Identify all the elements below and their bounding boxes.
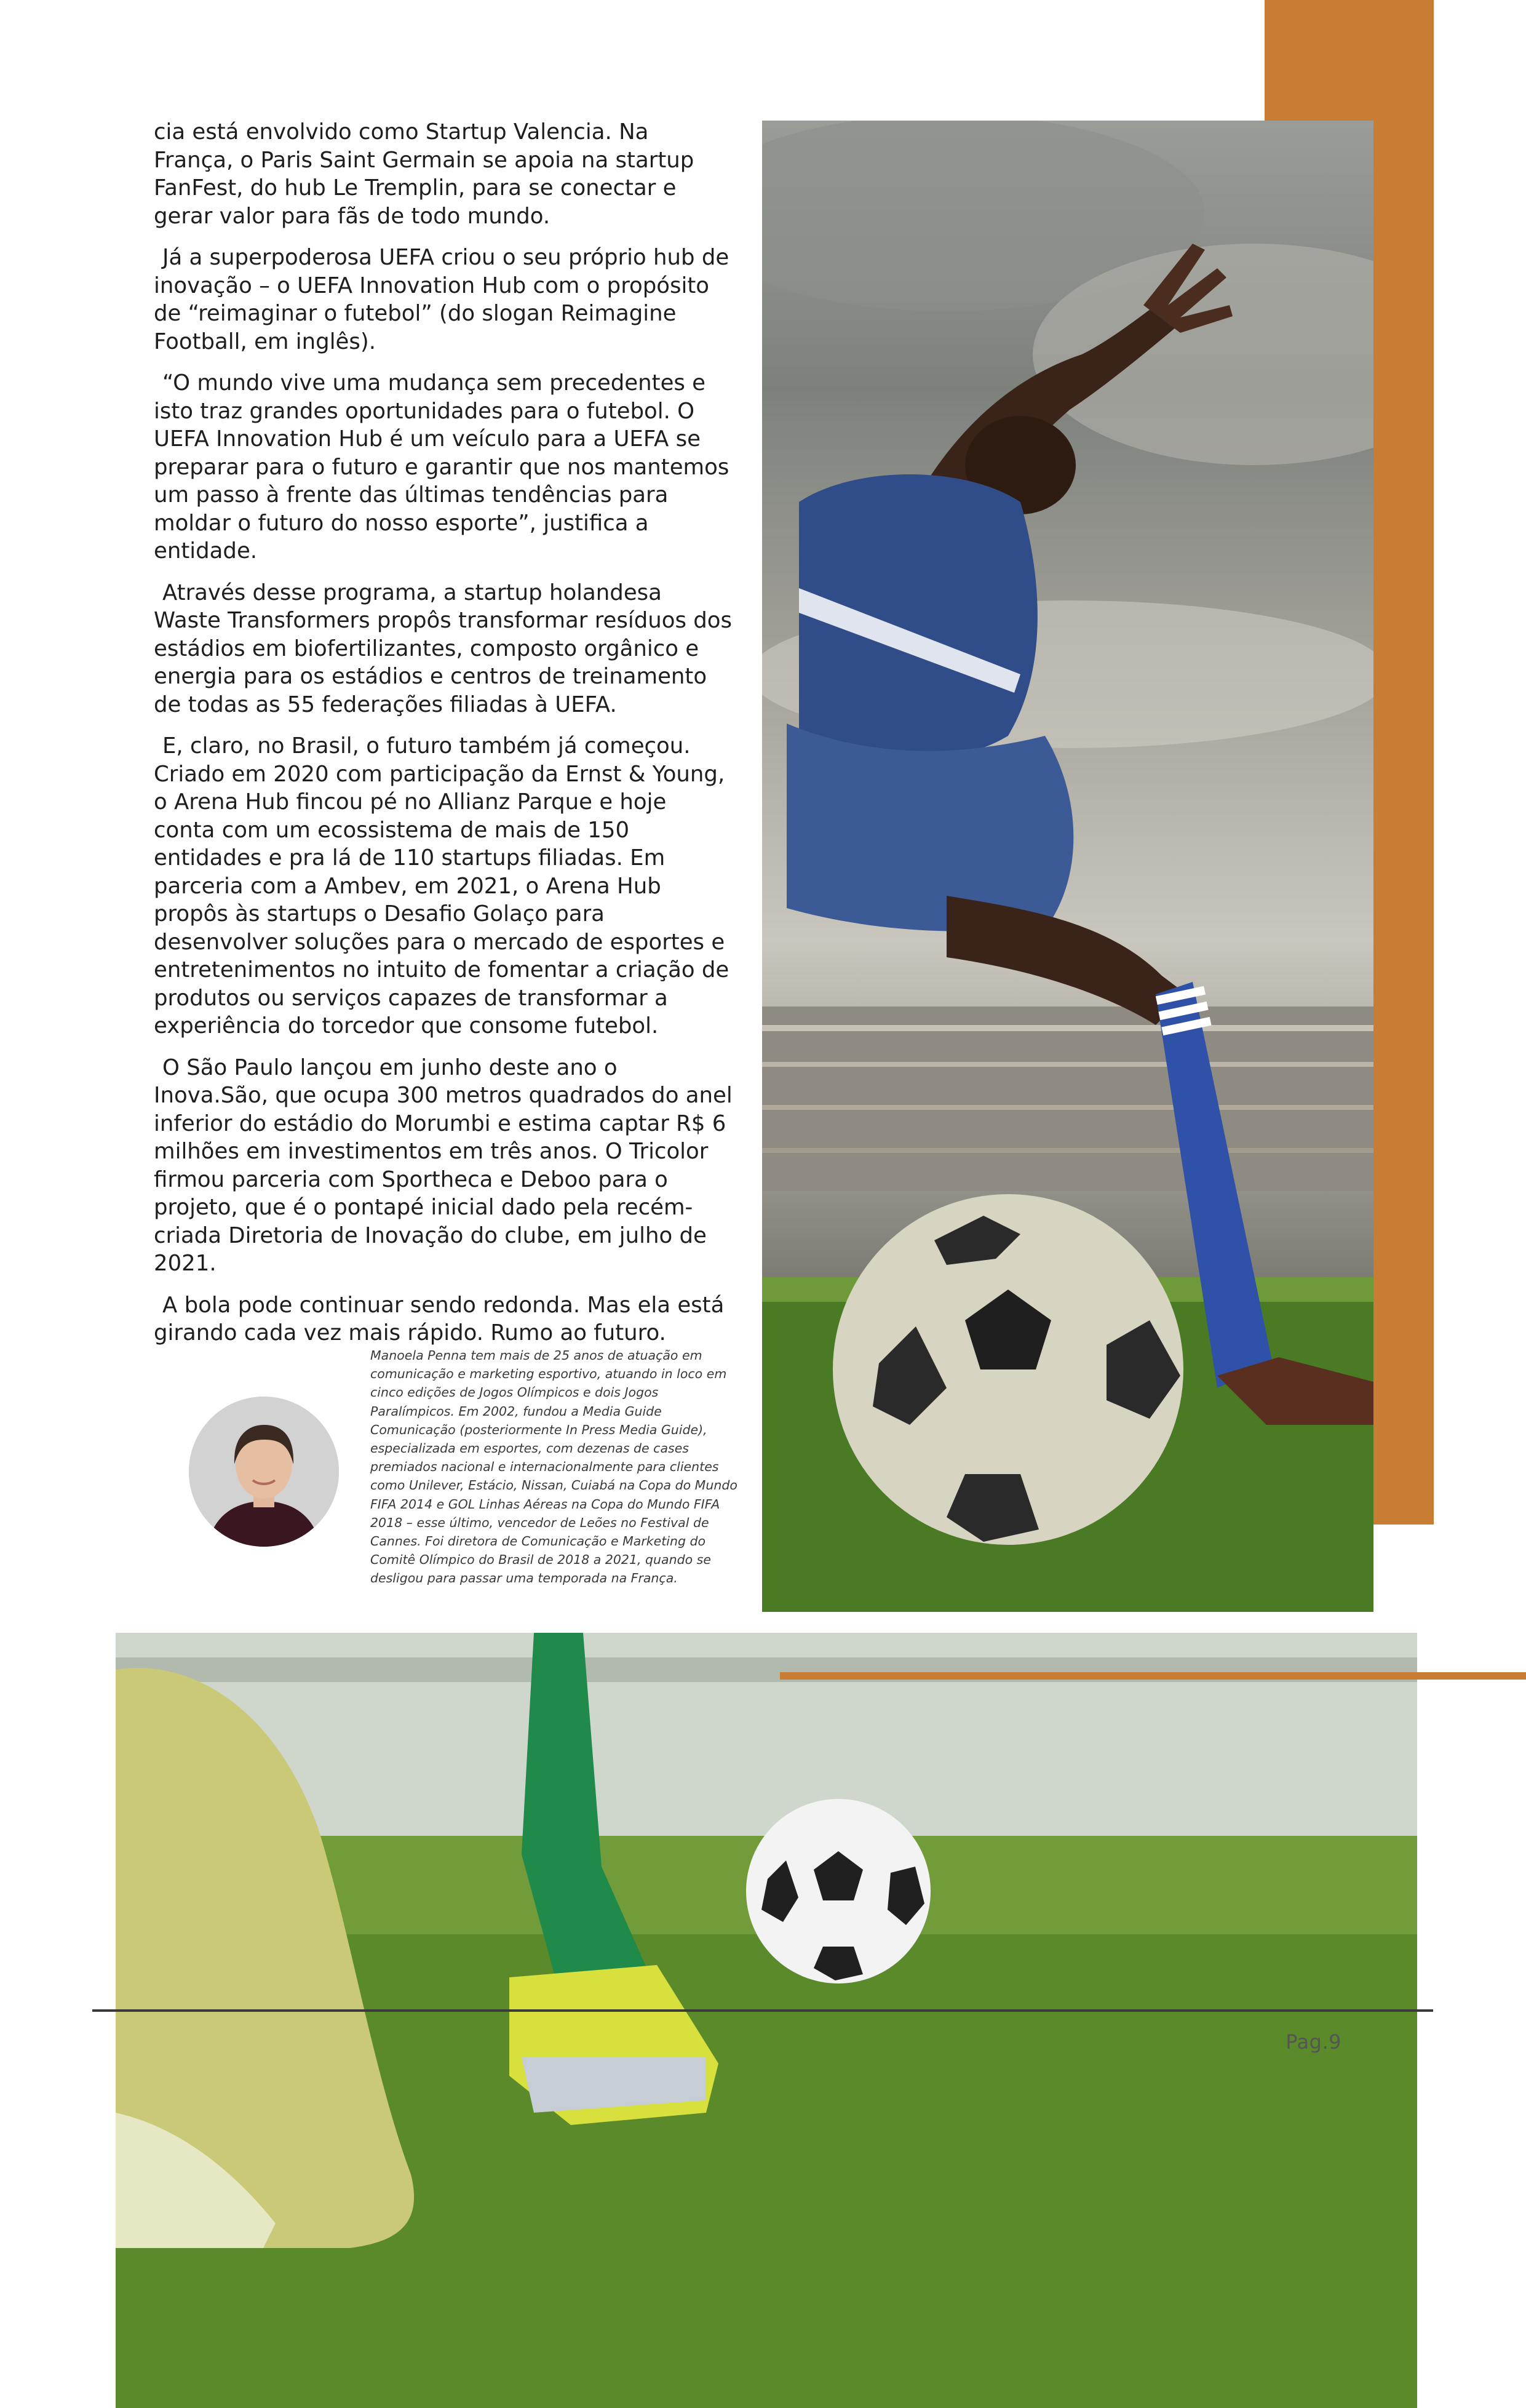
article-paragraph: A bola pode continuar sendo redonda. Mas ela está girando cada vez mais rápido. Rumo ao futuro. xyxy=(154,1292,725,1346)
article-paragraph: Através desse programa, a startup holandesa Waste Transformers propôs transformar resíduos dos estádios em biofertilizantes, composto orgânico e energia para os estádios e centros de treinamento de todas as 55 federações filiadas à UEFA. xyxy=(154,580,732,717)
page-number: Pag.9 xyxy=(1286,2030,1341,2054)
soccer-player-illustration xyxy=(762,121,1373,1612)
cleat-and-ball-illustration xyxy=(116,1633,1417,2408)
author-portrait-illustration xyxy=(189,1397,339,1547)
soccer-player-photo xyxy=(762,121,1373,1612)
orange-accent-line xyxy=(780,1672,1526,1680)
article-paragraph: O São Paulo lançou em junho deste ano o Inova.São, que ocupa 300 metros quadrados do anel inferior do estádio do Morumbi e estima captar R$ 6 milhões em investimentos em três anos. O Tricolor firmou parceria com Sportheca e Deboo para o projeto, que é o pontapé inicial dado pela recém-criada Diretoria de Inovação do clube, em julho de 2021. xyxy=(154,1054,733,1276)
article-body xyxy=(154,118,733,1361)
author-photo xyxy=(189,1397,339,1547)
article-paragraph: Já a superpoderosa UEFA criou o seu próprio hub de inovação – o UEFA Innovation Hub com o propósito de “reimaginar o futebol” (do slogan Reimagine Football, em inglês). xyxy=(154,245,729,354)
article-paragraph: cia está envolvido como Startup Valencia. Na França, o Paris Saint Germain se apoia na startup FanFest, do hub Le Tremplin, para se conectar e gerar valor para fãs de todo mundo. xyxy=(154,119,694,229)
author-bio: Manoela Penna tem mais de 25 anos de atuação em comunicação e marketing esportivo, atuando in loco em cinco edições de Jogos Olímpicos e dois Jogos Paralímpicos. Em 2002, fundou a Media Guide Comunicação (posteriormente In Press Media Guide), especializada em esportes, com dezenas de cases premiados nacional e internacionalmente para clientes como Unilever, Estácio, Nissan, Cuiabá na Copa do Mundo FIFA 2014 e GOL Linhas Aéreas na Copa do Mundo FIFA 2018 – esse último, vencedor de Leões no Festival de Cannes. Foi diretora de Comunicação e Marketing do Comitê Olímpico do Brasil de 2018 a 2021, quando se desligou para passar uma temporada na França. xyxy=(370,1348,737,1586)
article-paragraph: E, claro, no Brasil, o futuro também já começou. Criado em 2020 com participação da Ernst & Young, o Arena Hub fincou pé no Allianz Parque e hoje conta com um ecossistema de mais de 150 entidades e pra lá de 110 startups filiadas. Em parceria com a Ambev, em 2021, o Arena Hub propôs às startups o Desafio Golaço para desenvolver soluções para o mercado de esportes e entretenimentos no intuito de fomentar a criação de produtos ou serviços capazes de transformar a experiência do torcedor que consome futebol. xyxy=(154,733,729,1039)
footer-divider xyxy=(92,2009,1433,2012)
article-paragraph: “O mundo vive uma mudança sem precedentes e isto traz grandes oportunidades para o futebol. O UEFA Innovation Hub é um veículo para a UEFA se preparar para o futuro e garantir que nos mantemos um passo à frente das últimas tendências para moldar o futuro do nosso esporte”, justifica a entidade. xyxy=(154,370,729,564)
cleat-and-ball-photo xyxy=(116,1633,1417,2408)
